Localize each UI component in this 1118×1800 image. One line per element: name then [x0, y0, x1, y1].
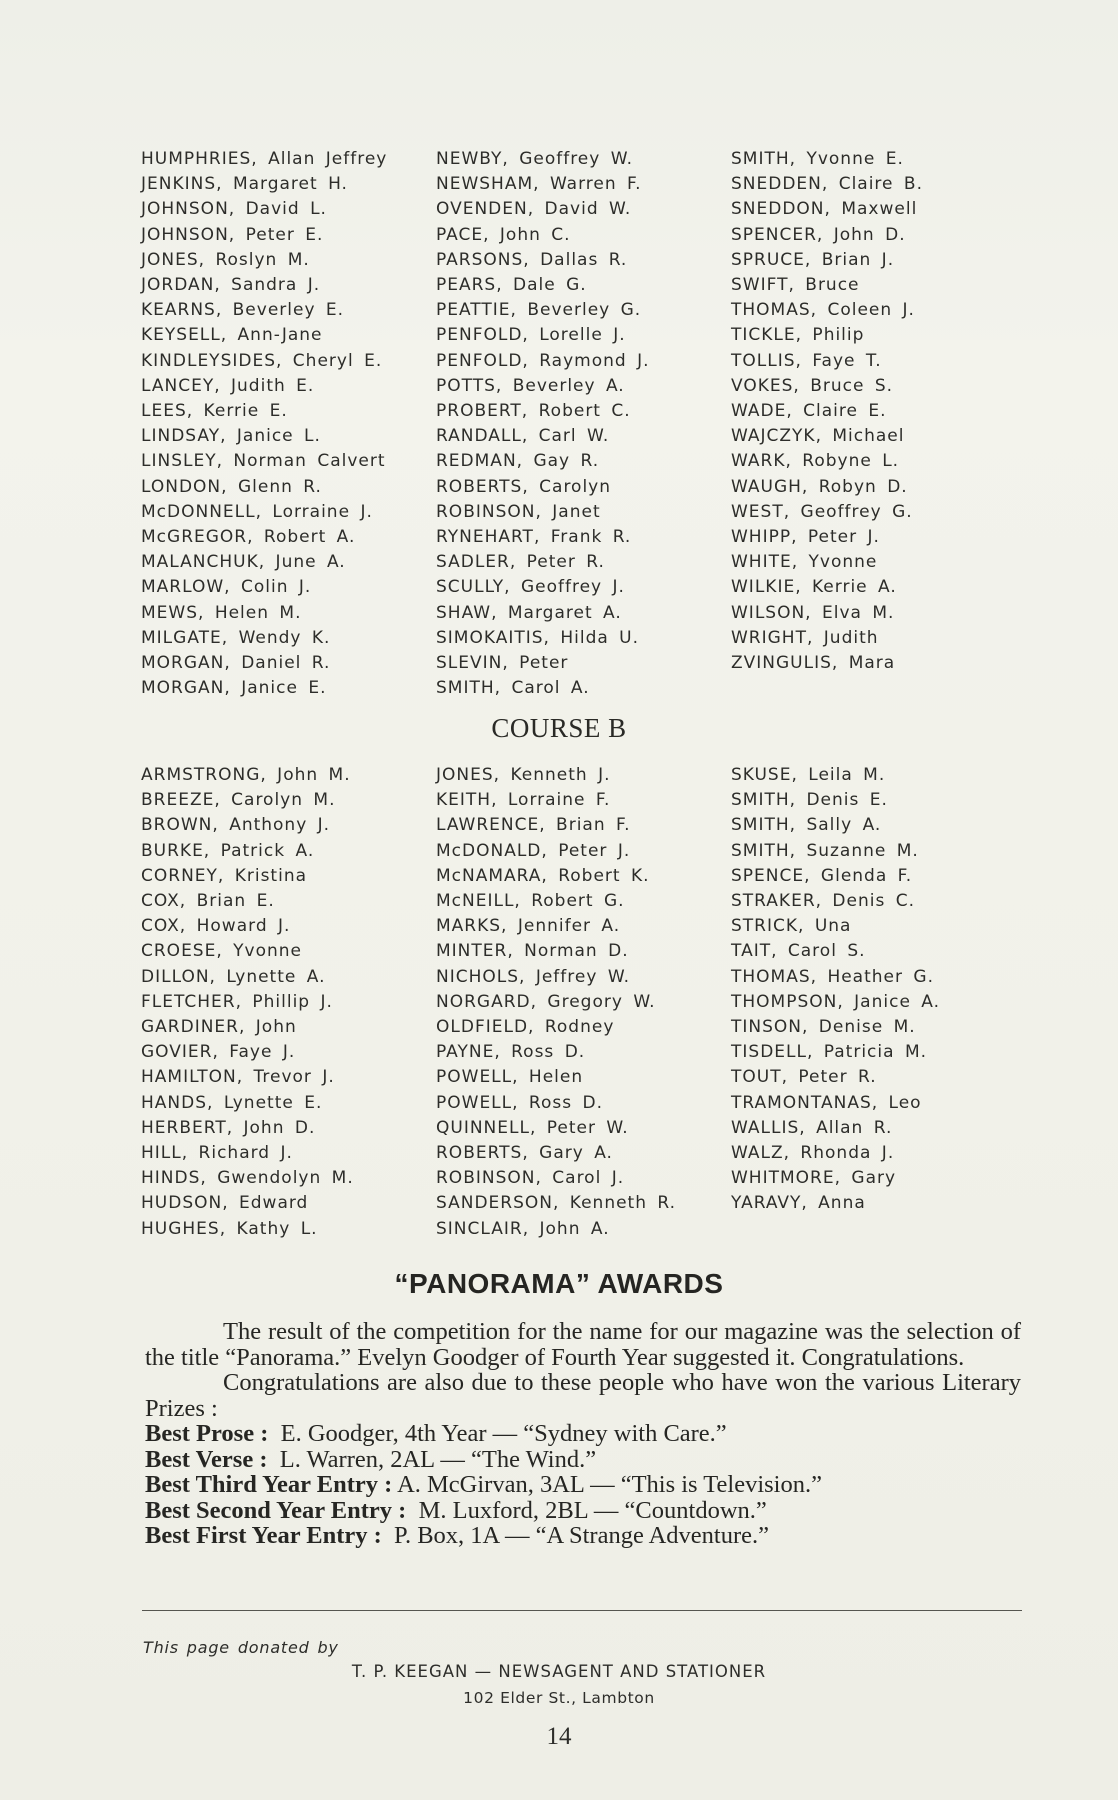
student-name: CROESE, Yvonne	[141, 941, 302, 962]
student-name: SMITH, Sally A.	[731, 815, 882, 836]
student-name: TINSON, Denise M.	[731, 1017, 916, 1038]
student-name: SANDERSON, Kenneth R.	[436, 1193, 677, 1214]
prize-item	[145, 1421, 1021, 1447]
prize-label: Best Verse :	[145, 1445, 268, 1473]
student-name: GARDINER, John	[141, 1017, 297, 1038]
student-name: POWELL, Helen	[436, 1067, 584, 1088]
divider-rule	[142, 1610, 1022, 1611]
student-name: SCULLY, Geoffrey J.	[436, 577, 625, 598]
student-name: ZVINGULIS, Mara	[731, 653, 896, 674]
student-name: FLETCHER, Phillip J.	[141, 991, 333, 1012]
student-name: ROBINSON, Janet	[436, 501, 601, 522]
student-name: NEWSHAM, Warren F.	[436, 174, 642, 195]
student-name: McNEILL, Robert G.	[436, 891, 625, 912]
student-name: STRAKER, Denis C.	[731, 891, 916, 912]
name-column	[436, 763, 731, 1242]
course-b-name-list	[141, 763, 1021, 1242]
student-name: SPRUCE, Brian J.	[731, 249, 895, 270]
student-name: MINTER, Norman D.	[436, 941, 629, 962]
student-name: SPENCER, John D.	[731, 224, 906, 245]
student-name: TOUT, Peter R.	[731, 1067, 877, 1088]
student-name: KEYSELL, Ann-Jane	[141, 325, 323, 346]
prize-winner: L. Warren, 2AL — “The Wind.”	[279, 1445, 597, 1473]
donated-by-note: This page donated by	[143, 1638, 339, 1657]
student-name: BREEZE, Carolyn M.	[141, 790, 336, 811]
student-name: PEARS, Dale G.	[436, 275, 587, 296]
student-name: CORNEY, Kristina	[141, 865, 308, 886]
student-name: McNAMARA, Robert K.	[436, 865, 650, 886]
student-name: DILLON, Lynette A.	[141, 966, 326, 987]
student-name: SPENCE, Glenda F.	[731, 865, 913, 886]
prize-item	[145, 1447, 1021, 1473]
prize-label: Best First Year Entry :	[145, 1522, 382, 1549]
prize-item	[145, 1472, 1021, 1498]
student-name: STRICK, Una	[731, 916, 852, 937]
student-name: YARAVY, Anna	[731, 1193, 866, 1214]
name-column	[141, 763, 436, 1242]
student-name: SHAW, Margaret A.	[436, 602, 622, 623]
student-name: MILGATE, Wendy K.	[141, 627, 331, 648]
student-name: REDMAN, Gay R.	[436, 451, 600, 472]
student-name: JONES, Roslyn M.	[141, 249, 310, 270]
student-name: SNEDDON, Maxwell	[731, 199, 918, 220]
student-name: RANDALL, Carl W.	[436, 426, 610, 447]
student-name: WILSON, Elva M.	[731, 602, 895, 623]
student-name: SIMOKAITIS, Hilda U.	[436, 627, 640, 648]
student-name: SADLER, Peter R.	[436, 552, 605, 573]
student-name: NEWBY, Geoffrey W.	[436, 149, 633, 169]
student-name: THOMAS, Coleen J.	[731, 300, 915, 321]
student-name: JONES, Kenneth J.	[436, 765, 611, 785]
student-name: PROBERT, Robert C.	[436, 401, 631, 422]
student-name: SKUSE, Leila M.	[731, 765, 886, 785]
student-name: HILL, Richard J.	[141, 1143, 293, 1164]
student-name: MARKS, Jennifer A.	[436, 916, 621, 937]
student-name: SNEDDEN, Claire B.	[731, 174, 923, 195]
awards-paragraph-1: The result of the competition for the name for our magazine was the selection of the title “Panorama.” Evelyn Goodger of Fourth Year suggested it. Congratulations.	[145, 1318, 1021, 1371]
student-name: ROBERTS, Carolyn	[436, 476, 612, 497]
student-name: WALLIS, Allan R.	[731, 1117, 893, 1138]
student-name: TOLLIS, Faye T.	[731, 350, 882, 371]
student-name: WARK, Robyne L.	[731, 451, 900, 472]
student-name: JOHNSON, David L.	[141, 199, 327, 220]
student-name: OVENDEN, David W.	[436, 199, 632, 220]
page-number: 14	[546, 1723, 572, 1750]
student-name: HINDS, Gwendolyn M.	[141, 1168, 354, 1189]
sponsor-name: T. P. KEEGAN — NEWSAGENT AND STATIONER	[351, 1662, 767, 1681]
student-name: PEATTIE, Beverley G.	[436, 300, 642, 321]
student-name: MORGAN, Janice E.	[141, 678, 327, 699]
student-name: KINDLEYSIDES, Cheryl E.	[141, 350, 383, 371]
student-name: THOMPSON, Janice A.	[731, 991, 941, 1012]
student-name: POWELL, Ross D.	[436, 1092, 603, 1113]
student-name: COX, Howard J.	[141, 916, 291, 937]
student-name: TAIT, Carol S.	[731, 941, 866, 962]
student-name: TICKLE, Philip	[731, 325, 865, 346]
student-name: BURKE, Patrick A.	[141, 840, 315, 861]
student-name: TRAMONTANAS, Leo	[731, 1092, 922, 1113]
student-name: JENKINS, Margaret H.	[141, 174, 348, 195]
awards-title: “PANORAMA” AWARDS	[394, 1268, 724, 1299]
student-name: VOKES, Bruce S.	[731, 375, 894, 396]
prize-label: Best Prose :	[145, 1420, 269, 1447]
student-name: NICHOLS, Jeffrey W.	[436, 966, 631, 987]
student-name: WHITMORE, Gary	[731, 1168, 897, 1189]
student-name: ROBINSON, Carol J.	[436, 1168, 625, 1189]
student-name: PENFOLD, Lorelle J.	[436, 325, 626, 346]
course-b-heading: COURSE B	[491, 713, 627, 743]
awards-paragraph-2: Congratulations are also due to these people who have won the various Literary Prizes :	[145, 1369, 1021, 1422]
student-name: WALZ, Rhonda J.	[731, 1143, 895, 1164]
student-name: ARMSTRONG, John M.	[141, 765, 351, 785]
student-name: SMITH, Carol A.	[436, 678, 590, 699]
student-name: HUMPHRIES, Allan Jeffrey	[141, 149, 388, 169]
student-name: SWIFT, Bruce	[731, 275, 860, 296]
student-name: McDONALD, Peter J.	[436, 840, 631, 861]
student-name: THOMAS, Heather G.	[731, 966, 934, 987]
student-name: NORGARD, Gregory W.	[436, 991, 656, 1012]
student-name: JORDAN, Sandra J.	[141, 275, 321, 296]
student-name: PACE, John C.	[436, 224, 571, 245]
student-name: HERBERT, John D.	[141, 1117, 316, 1138]
student-name: WADE, Claire E.	[731, 401, 887, 422]
name-column	[731, 763, 1021, 1242]
student-name: ROBERTS, Gary A.	[436, 1143, 613, 1164]
student-name: GOVIER, Faye J.	[141, 1042, 296, 1063]
student-name: WHITE, Yvonne	[731, 552, 878, 573]
student-name: WRIGHT, Judith	[731, 627, 879, 648]
name-column	[436, 147, 731, 701]
student-name: MARLOW, Colin J.	[141, 577, 312, 598]
student-name: PARSONS, Dallas R.	[436, 249, 628, 270]
prize-label: Best Third Year Entry :	[145, 1471, 393, 1498]
prize-winner: E. Goodger, 4th Year — “Sydney with Care.”	[280, 1420, 727, 1447]
student-name: KEITH, Lorraine F.	[436, 790, 611, 811]
student-name: JOHNSON, Peter E.	[141, 224, 324, 245]
student-name: WAJCZYK, Michael	[731, 426, 905, 447]
student-name: LANCEY, Judith E.	[141, 375, 315, 396]
prize-item	[145, 1523, 1021, 1549]
student-name: TISDELL, Patricia M.	[731, 1042, 928, 1063]
student-name: LINSLEY, Norman Calvert	[141, 451, 386, 472]
student-name: MORGAN, Daniel R.	[141, 653, 331, 674]
prize-winner: A. McGirvan, 3AL — “This is Television.”	[397, 1471, 822, 1498]
student-name: WAUGH, Robyn D.	[731, 476, 908, 497]
student-name: SINCLAIR, John A.	[436, 1218, 610, 1239]
name-column	[731, 147, 1021, 701]
student-name: SMITH, Suzanne M.	[731, 840, 919, 861]
student-name: PAYNE, Ross D.	[436, 1042, 586, 1063]
prize-winner: P. Box, 1A — “A Strange Adventure.”	[394, 1522, 769, 1549]
student-name: LINDSAY, Janice L.	[141, 426, 321, 447]
student-name: POTTS, Beverley A.	[436, 375, 625, 396]
student-name: BROWN, Anthony J.	[141, 815, 331, 836]
student-name: SMITH, Denis E.	[731, 790, 888, 811]
student-name: SLEVIN, Peter	[436, 653, 569, 674]
student-name: MALANCHUK, June A.	[141, 552, 346, 573]
student-name: OLDFIELD, Rodney	[436, 1017, 615, 1038]
student-name: PENFOLD, Raymond J.	[436, 350, 650, 371]
sponsor-address: 102 Elder St., Lambton	[463, 1689, 655, 1707]
course-a-name-list	[141, 147, 1021, 701]
prize-label: Best Second Year Entry :	[145, 1496, 407, 1524]
student-name: LEES, Kerrie E.	[141, 401, 288, 422]
student-name: HAMILTON, Trevor J.	[141, 1067, 335, 1088]
student-name: MEWS, Helen M.	[141, 602, 302, 623]
awards-body	[145, 1319, 1021, 1549]
student-name: HANDS, Lynette E.	[141, 1092, 323, 1113]
student-name: WHIPP, Peter J.	[731, 527, 880, 548]
prize-winner: M. Luxford, 2BL — “Countdown.”	[418, 1496, 767, 1524]
student-name: COX, Brian E.	[141, 891, 275, 912]
student-name: KEARNS, Beverley E.	[141, 300, 345, 321]
student-name: SMITH, Yvonne E.	[731, 149, 904, 169]
prize-item	[145, 1498, 1021, 1524]
student-name: LONDON, Glenn R.	[141, 476, 322, 497]
student-name: McGREGOR, Robert A.	[141, 527, 356, 548]
student-name: WEST, Geoffrey G.	[731, 501, 913, 522]
student-name: LAWRENCE, Brian F.	[436, 815, 631, 836]
student-name: HUDSON, Edward	[141, 1193, 309, 1214]
student-name: RYNEHART, Frank R.	[436, 527, 632, 548]
student-name: McDONNELL, Lorraine J.	[141, 501, 373, 522]
prize-list	[145, 1421, 1021, 1549]
student-name: HUGHES, Kathy L.	[141, 1218, 318, 1239]
student-name: QUINNELL, Peter W.	[436, 1117, 629, 1138]
name-column	[141, 147, 436, 701]
student-name: WILKIE, Kerrie A.	[731, 577, 897, 598]
